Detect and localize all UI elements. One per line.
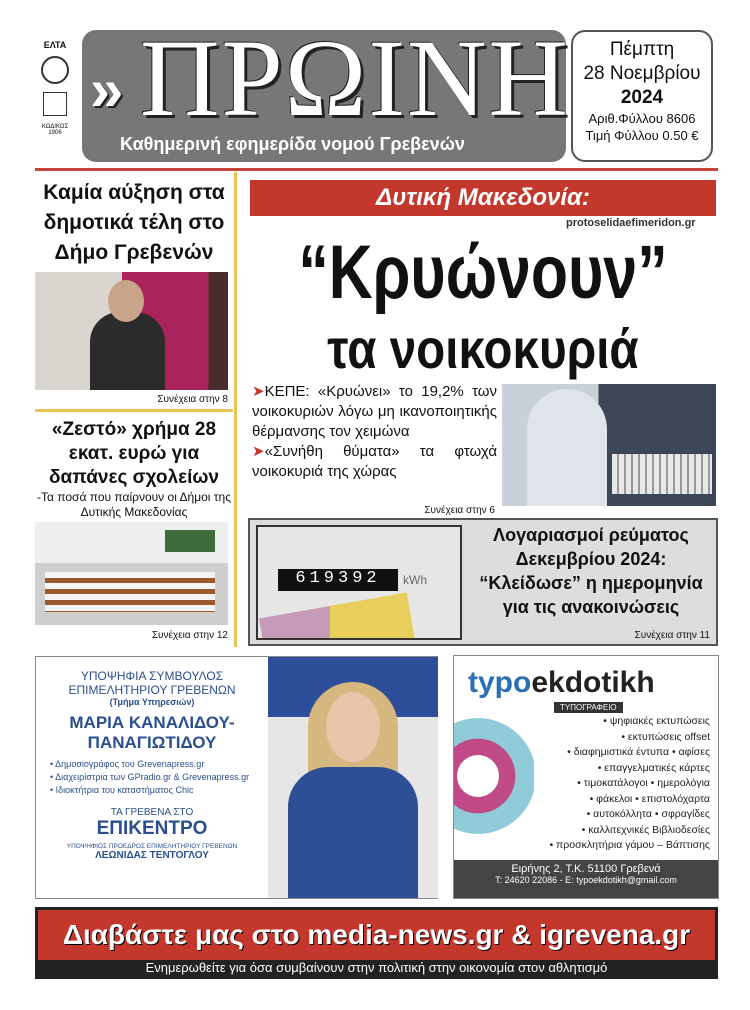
price: Τιμή Φύλλου 0.50 € bbox=[585, 128, 699, 143]
service-item: • εκτυπώσεις offset bbox=[621, 730, 710, 743]
ad-line: ΛΕΩΝΙΔΑΣ ΤΕΝΤΟΓΛΟΥ bbox=[95, 850, 209, 861]
footer-subline: Ενημερωθείτε για όσα συμβαίνουν στην πολιτική στην οικονομία στον αθλητισμό bbox=[145, 960, 608, 975]
section-banner: Δυτική Μακεδονία: bbox=[250, 180, 716, 216]
continuation[interactable]: Συνέχεια στην 11 bbox=[634, 630, 710, 641]
ad-item: Ιδιοκτήτρια του καταστήματος Chic bbox=[55, 785, 194, 795]
ad-item: Διαχειρίστρια των GPradio.gr & Grevenapress.gr bbox=[55, 772, 250, 782]
bullet-text: «Συνήθη θύματα» τα φτωχά νοικοκυριά της χώρας bbox=[252, 443, 497, 480]
service-item: • αυτοκόλλητα • σφραγίδες bbox=[586, 808, 710, 820]
article-title[interactable]: Λογαριασμοί ρεύματος Δεκεμβρίου 2024: “Κλείδωσε” η ημερομηνία για τις ανακοινώσεις bbox=[479, 525, 703, 617]
ad-line: ΥΠΟΨΗΦΙΑ ΣΥΜΒΟΥΛΟΣ bbox=[80, 669, 224, 683]
paper-roll-graphic bbox=[454, 716, 534, 836]
continuation[interactable]: Συνέχεια στην 12 bbox=[151, 630, 228, 641]
divider bbox=[35, 409, 233, 412]
elta-logo: ΕΛΤΑ bbox=[43, 40, 67, 50]
continuation[interactable]: Συνέχεια στην 6 bbox=[424, 505, 495, 516]
issue-number: Αριθ.Φύλλου 8606 bbox=[588, 111, 696, 126]
service-item: • τιμοκατάλογοι • ημερολόγια bbox=[577, 777, 710, 789]
contact-info: Τ: 24620 22086 - Ε: typoekdotikh@gmail.com bbox=[495, 875, 677, 885]
code-value: 1906 bbox=[48, 130, 62, 136]
ad-line: ΥΠΟΨΗΦΙΟΣ ΠΡΟΕΔΡΟΣ ΕΠΙΜΕΛΗΤΗΡΙΟΥ ΓΡΕΒΕΝΩΝ bbox=[66, 843, 238, 850]
header-icons bbox=[34, 40, 76, 136]
service-item: • ψηφιακές εκτυπώσεις bbox=[603, 715, 710, 727]
meter-digits: 619392 bbox=[278, 569, 398, 591]
footer-banner[interactable] bbox=[35, 907, 718, 979]
candidate-ad: ΥΠΟΨΗΦΙΑ ΣΥΜΒΟΥΛΟΣ ΕΠΙΜΕΛΗΤΗΡΙΟΥ ΓΡΕΒΕΝΩΝ (Τμήμα Υπηρεσιών) ΜΑΡΙΑ ΚΑΝΑΛΙΔΟΥ- ΠΑΝΑΓΙΩΤΙΔΟΥ • Δημοσιογράφος του Grevenapress.gr • Διαχειρίστρια των GPradio.gr & Grevenapress.gr • Ιδιοκτήτρια του καταστήματος Chic ΤΑ ΓΡΕΒΕΝΑ ΣΤΟ ΕΠΙΚΕΝΤΡΟ ΥΠΟΨΗΦΙΟΣ ΠΡΟΕΔΡΟΣ ΕΠΙΜΕΛΗΤΗΡΙΟΥ ΓΡΕΒΕΝΩΝ ΛΕΩΝΙΔΑΣ ΤΕΝΤΟΓΛΟΥ bbox=[35, 656, 438, 899]
service-item: • καλλιτεχνικές Βιβλιοδεσίες bbox=[581, 823, 710, 836]
service-item: • φάκελοι • επιστολόχαρτα bbox=[589, 792, 710, 805]
divider bbox=[234, 172, 237, 647]
watermark: protoselidaefimeridon.gr bbox=[566, 217, 696, 229]
article-title[interactable]: Καμία αύξηση στα δημοτικά τέλη στο Δήμο Γρεβενών bbox=[43, 181, 225, 264]
ad-subtitle: ΤΥΠΟΓΡΑΦΕΙΟ bbox=[554, 702, 623, 713]
main-bullets bbox=[252, 382, 497, 482]
service-item: • προσκλητήρια γάμου – Βάπτισης bbox=[549, 839, 710, 851]
print-shop-ad bbox=[453, 655, 719, 899]
ad-item: Δημοσιογράφος του Grevenapress.gr bbox=[55, 759, 205, 769]
address: Ειρήνης 2, Τ.Κ. 51100 Γρεβενά bbox=[511, 863, 661, 875]
ad-slogan: ΕΠΙΚΕΝΤΡΟ bbox=[96, 818, 208, 839]
candidate-name: ΜΑΡΙΑ ΚΑΝΑΛΙΔΟΥ- bbox=[69, 713, 235, 732]
bullet-text: ΚΕΠΕ: «Κρυώνει» το 19,2% των νοικοκυριών λόγω μη ικανοποιητικής θέρμανσης τον χειμώνα bbox=[252, 383, 497, 440]
candidate-photo bbox=[268, 657, 438, 898]
article-subtitle: -Τα ποσά που παίρνουν οι Δήμοι της Δυτικής Μακεδονίας bbox=[36, 490, 231, 519]
date: 28 Νοεμβρίου bbox=[583, 63, 701, 84]
meter-photo bbox=[256, 525, 462, 640]
divider bbox=[35, 168, 718, 171]
arrow-bullet-icon: ➤ bbox=[252, 443, 265, 460]
newspaper-logo: ΠΡΩΙΝΗ bbox=[140, 17, 570, 139]
meter-unit: kWh bbox=[403, 573, 427, 587]
ad-line: ΕΠΙΜΕΛΗΤΗΡΙΟΥ ΓΡΕΒΕΝΩΝ bbox=[68, 683, 236, 697]
arrow-bullet-icon: ➤ bbox=[252, 383, 265, 400]
seal-icon bbox=[41, 56, 69, 84]
arrow-icon: » bbox=[90, 56, 124, 123]
main-headline[interactable]: “Κρυώνουν” bbox=[298, 230, 668, 315]
cold-woman-photo bbox=[502, 384, 716, 506]
candidate-name: ΠΑΝΑΓΙΩΤΙΔΟΥ bbox=[87, 733, 217, 752]
ad-line: (Τμήμα Υπηρεσιών) bbox=[109, 697, 195, 707]
article-photo bbox=[35, 272, 228, 390]
continuation[interactable]: Συνέχεια στην 8 bbox=[157, 394, 228, 405]
code-label: ΚΩΔΙΚΟΣ bbox=[41, 124, 69, 130]
article-title[interactable]: «Ζεστό» χρήμα 28 εκατ. ευρώ για δαπάνες σχολείων bbox=[49, 419, 219, 488]
classroom-photo bbox=[35, 522, 228, 625]
day: Πέμπτη bbox=[609, 39, 675, 60]
main-headline-2[interactable]: τα νοικοκυριά bbox=[327, 317, 639, 380]
date-box bbox=[571, 30, 713, 162]
year: 2024 bbox=[620, 87, 664, 108]
electricity-article bbox=[248, 518, 718, 646]
footer-headline[interactable]: Διαβάστε μας στο media-news.gr & igrevena.gr bbox=[38, 910, 715, 960]
service-item: • διαφημιστικά έντυπα • αφίσες bbox=[567, 746, 710, 758]
tagline: Καθημερινή εφημερίδα νομού Γρεβενών bbox=[120, 134, 465, 154]
barcode-icon bbox=[43, 92, 67, 116]
service-item: • επαγγελματικές κάρτες bbox=[597, 761, 710, 774]
typoekdotikh-logo: typoekdotikh bbox=[468, 666, 655, 699]
ad-line: ΤΑ ΓΡΕΒΕΝΑ ΣΤΟ bbox=[110, 807, 194, 818]
